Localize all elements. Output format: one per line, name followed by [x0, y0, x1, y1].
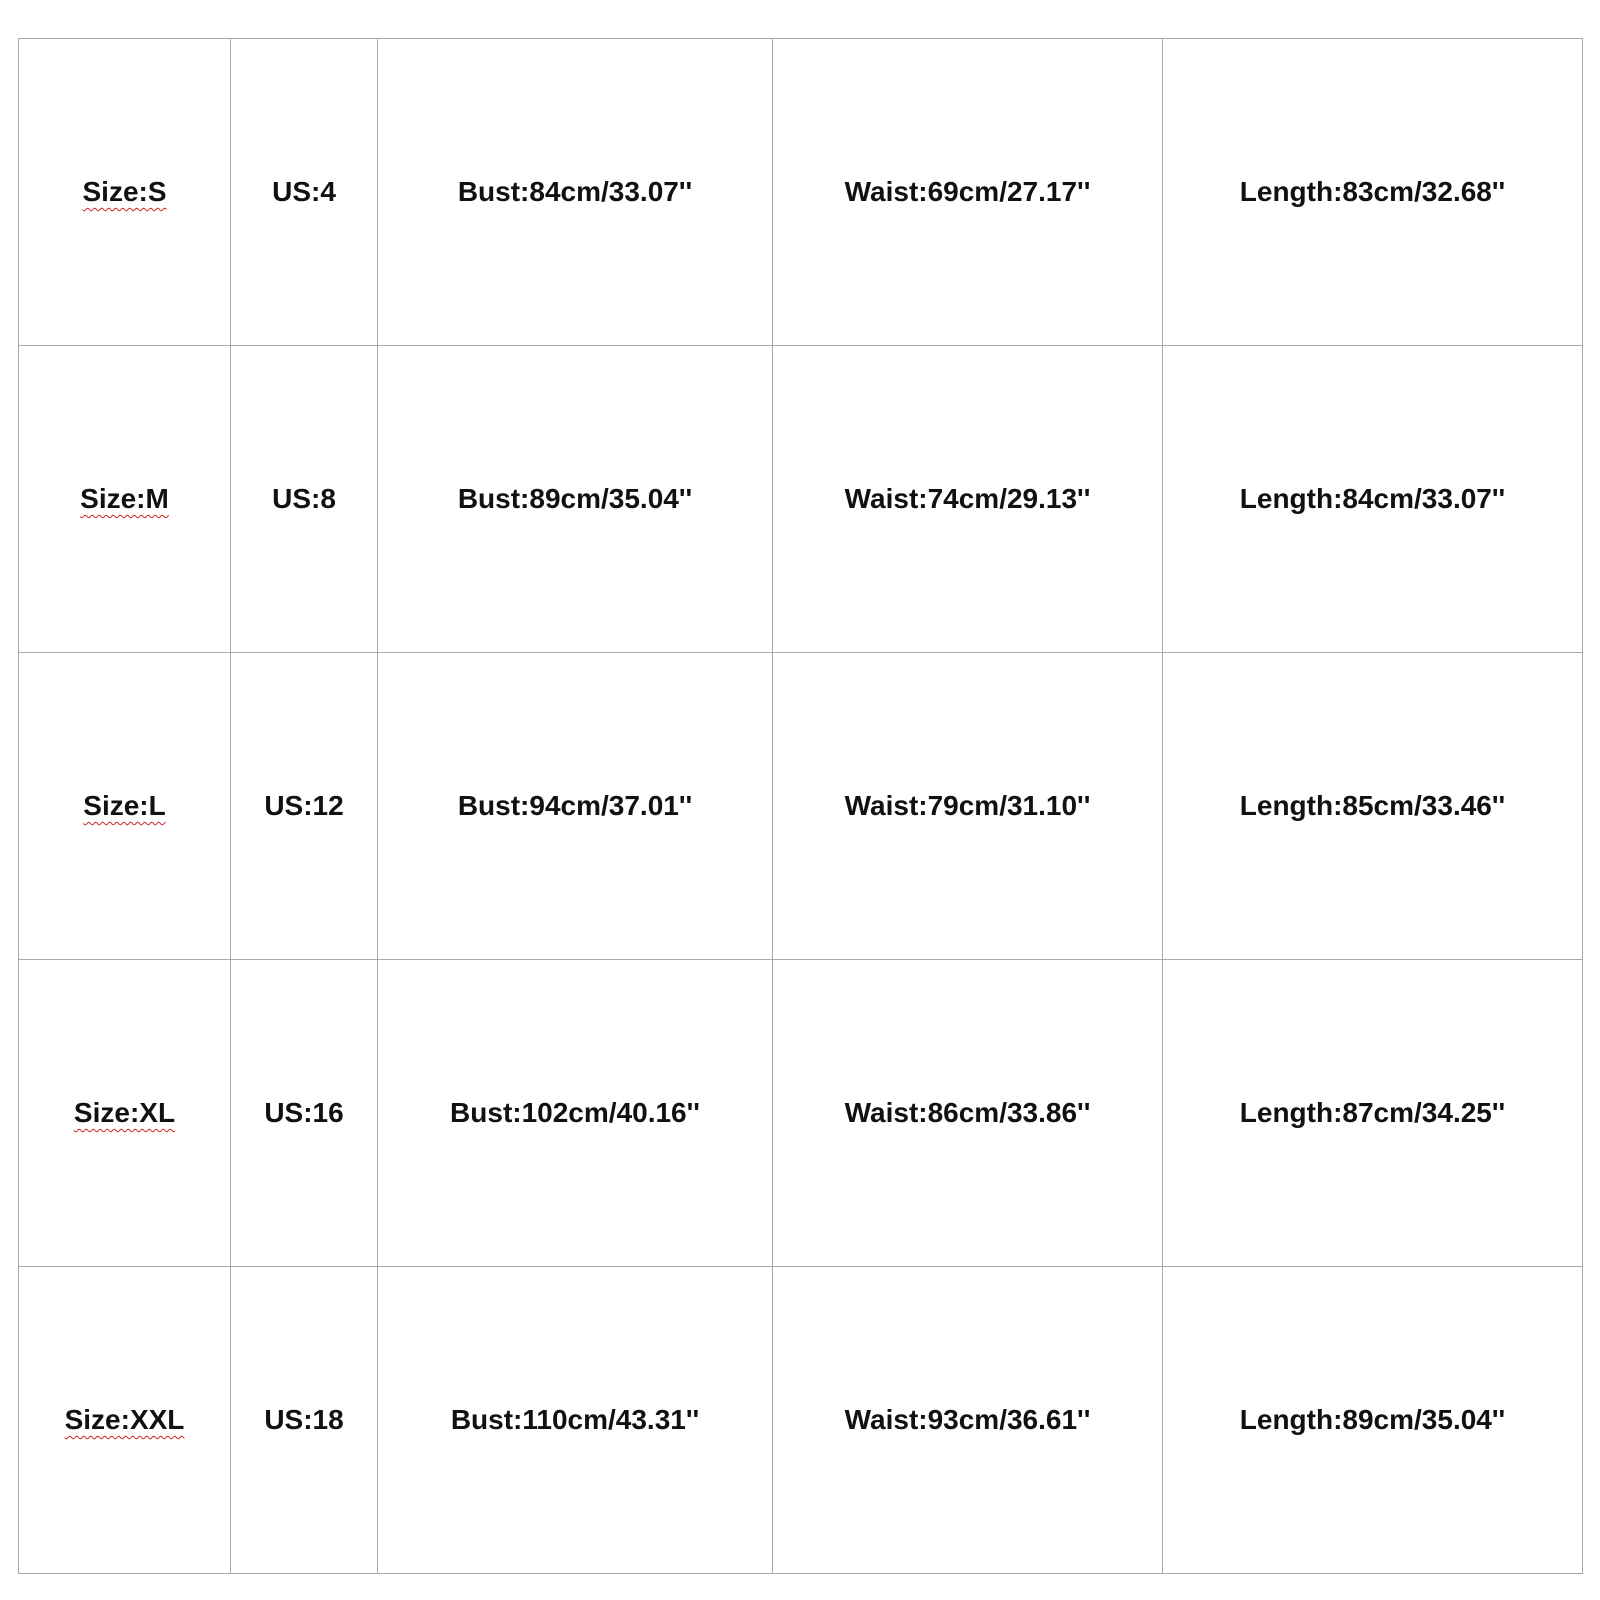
size-cell — [19, 39, 231, 346]
table-row — [19, 960, 1583, 1267]
size-cell — [19, 653, 231, 960]
length-cell: Length:87cm/34.25'' — [1163, 960, 1583, 1267]
waist-cell: Waist:86cm/33.86'' — [773, 960, 1163, 1267]
length-cell: Length:85cm/33.46'' — [1163, 653, 1583, 960]
size-label: Size:S — [82, 176, 167, 207]
us-size-cell: US:4 — [231, 39, 378, 346]
size-cell — [19, 1267, 231, 1574]
size-label: Size:L — [83, 790, 166, 821]
table-row — [19, 346, 1583, 653]
waist-cell: Waist:74cm/29.13'' — [773, 346, 1163, 653]
length-cell: Length:84cm/33.07'' — [1163, 346, 1583, 653]
bust-cell: Bust:110cm/43.31'' — [378, 1267, 773, 1574]
size-label: Size:M — [80, 483, 169, 514]
us-size-cell: US:8 — [231, 346, 378, 653]
length-cell: Length:83cm/32.68'' — [1163, 39, 1583, 346]
bust-cell: Bust:102cm/40.16'' — [378, 960, 773, 1267]
us-size-cell: US:18 — [231, 1267, 378, 1574]
table-row — [19, 653, 1583, 960]
size-chart-table — [18, 38, 1583, 1574]
bust-cell: Bust:84cm/33.07'' — [378, 39, 773, 346]
waist-cell: Waist:93cm/36.61'' — [773, 1267, 1163, 1574]
size-label: Size:XXL — [64, 1404, 185, 1435]
us-size-cell: US:16 — [231, 960, 378, 1267]
size-cell — [19, 960, 231, 1267]
bust-cell: Bust:94cm/37.01'' — [378, 653, 773, 960]
table-row — [19, 39, 1583, 346]
us-size-cell: US:12 — [231, 653, 378, 960]
waist-cell: Waist:69cm/27.17'' — [773, 39, 1163, 346]
length-cell: Length:89cm/35.04'' — [1163, 1267, 1583, 1574]
size-label: Size:XL — [73, 1097, 176, 1128]
bust-cell: Bust:89cm/35.04'' — [378, 346, 773, 653]
waist-cell: Waist:79cm/31.10'' — [773, 653, 1163, 960]
size-cell — [19, 346, 231, 653]
table-row — [19, 1267, 1583, 1574]
